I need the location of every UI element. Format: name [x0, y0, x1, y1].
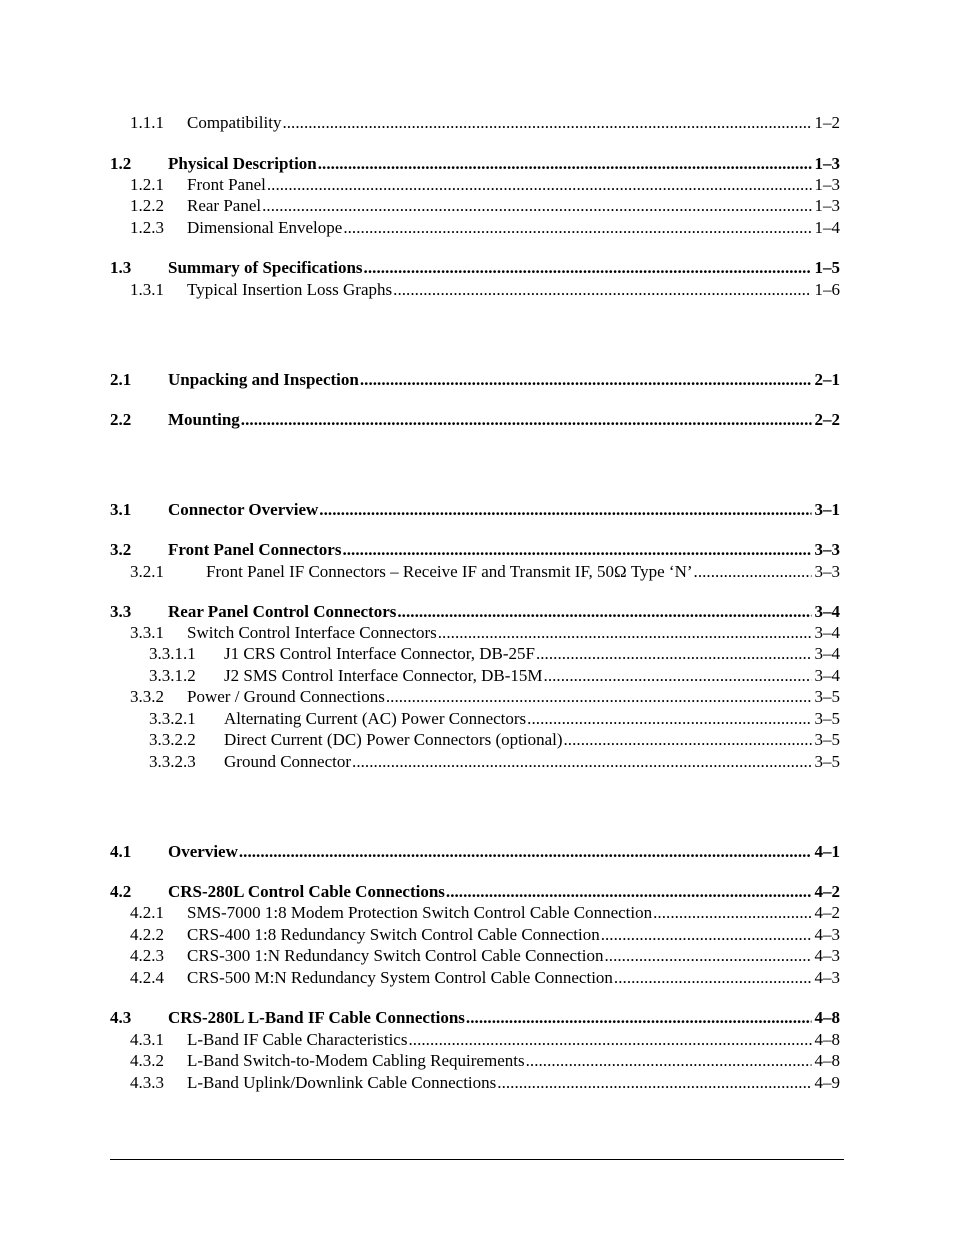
toc-entry-leader-line — [168, 369, 840, 391]
toc-entry[interactable] — [0, 924, 954, 946]
dot-leader — [241, 409, 840, 431]
toc-entry[interactable] — [0, 601, 954, 623]
toc-entry-page-number: 1–6 — [812, 279, 841, 301]
toc-entry-page-number: 4–1 — [812, 841, 841, 863]
toc-entry-number: 1.2.2 — [130, 196, 164, 215]
dot-leader — [564, 729, 841, 751]
toc-entry-number: 4.2.4 — [130, 968, 164, 987]
toc-entry-number: 3.3.1.2 — [149, 666, 196, 685]
toc-entry[interactable] — [0, 369, 954, 391]
toc-entry-number: 4.2.1 — [130, 903, 164, 922]
toc-entry-title: Power / Ground Connections — [187, 687, 385, 706]
toc-entry-title: Switch Control Interface Connectors — [187, 623, 437, 642]
toc-entry-number: 1.2 — [110, 154, 132, 173]
toc-entry-leader-line — [187, 1072, 840, 1094]
toc-entry-page-number: 4–3 — [812, 967, 841, 989]
toc-entry-leader-line — [187, 622, 840, 644]
toc-entry-title: Alternating Current (AC) Power Connectors — [224, 709, 527, 728]
toc-entry[interactable] — [0, 112, 954, 134]
toc-entry-leader-line — [224, 751, 840, 773]
toc-entry[interactable] — [0, 729, 954, 751]
toc-entry-title: Unpacking and Inspection — [168, 370, 359, 389]
dot-leader — [438, 622, 840, 644]
toc-entry[interactable] — [0, 539, 954, 561]
toc-entry-page-number: 3–3 — [812, 539, 841, 561]
toc-entry-title: Front Panel — [187, 175, 266, 194]
toc-entry[interactable] — [0, 622, 954, 644]
dot-leader — [267, 174, 840, 196]
toc-entry-title: CRS-400 1:8 Redundancy Switch Control Cable Connection — [187, 925, 600, 944]
toc-entry[interactable] — [0, 841, 954, 863]
toc-entry-title: Front Panel IF Connectors – Receive IF and Transmit IF, 50Ω Type ‘N’ — [206, 562, 693, 581]
toc-entry[interactable] — [0, 153, 954, 175]
toc-entry-page-number: 1–5 — [812, 257, 841, 279]
toc-entry[interactable] — [0, 409, 954, 431]
dot-leader — [360, 369, 840, 391]
toc-entry-leader-line — [187, 1050, 840, 1072]
toc-entry-number: 4.2 — [110, 882, 132, 901]
toc-entry-page-number: 2–2 — [812, 409, 841, 431]
toc-entry-title: Compatibility — [187, 113, 282, 132]
toc-entry-leader-line — [168, 499, 840, 521]
toc-entry[interactable] — [0, 967, 954, 989]
toc-entry-title: Front Panel Connectors — [168, 540, 342, 559]
toc-entry-leader-line — [168, 257, 840, 279]
toc-entry-leader-line — [224, 665, 840, 687]
toc-entry-title: Direct Current (DC) Power Connectors (optional) — [224, 730, 563, 749]
toc-entry-title: Ground Connector — [224, 752, 352, 771]
toc-entry-title: Rear Panel — [187, 196, 262, 215]
toc-entry-page-number: 3–1 — [812, 499, 841, 521]
toc-entry-leader-line — [168, 881, 840, 903]
toc-entry[interactable] — [0, 708, 954, 730]
dot-leader — [408, 1029, 840, 1051]
dot-leader — [601, 924, 840, 946]
toc-entry-page-number: 4–3 — [812, 945, 841, 967]
toc-entry-leader-line — [187, 174, 840, 196]
dot-leader — [526, 1050, 840, 1072]
toc-entry-page-number: 1–4 — [812, 217, 841, 239]
toc-entry-leader-line — [168, 539, 840, 561]
dot-leader — [319, 499, 840, 521]
toc-entry-page-number: 2–1 — [812, 369, 841, 391]
dot-leader — [466, 1007, 840, 1029]
toc-entry-leader-line — [224, 729, 840, 751]
toc-entry[interactable] — [0, 195, 954, 217]
toc-entry-number: 1.3 — [110, 258, 132, 277]
toc-entry[interactable] — [0, 902, 954, 924]
toc-entry-title: L-Band IF Cable Characteristics — [187, 1030, 408, 1049]
toc-entry-page-number: 4–2 — [812, 902, 841, 924]
toc-entry-leader-line — [168, 841, 840, 863]
toc-entry-title: Connector Overview — [168, 500, 319, 519]
toc-entry-number: 3.3.1.1 — [149, 644, 196, 663]
toc-entry[interactable] — [0, 751, 954, 773]
toc-entry-leader-line — [187, 1029, 840, 1051]
toc-entry-page-number: 4–8 — [812, 1007, 841, 1029]
toc-entry-leader-line — [187, 112, 840, 134]
toc-entry-number: 3.3.1 — [130, 623, 164, 642]
toc-entry[interactable] — [0, 665, 954, 687]
dot-leader — [397, 601, 840, 623]
toc-entry-leader-line — [168, 601, 840, 623]
dot-leader — [318, 153, 840, 175]
toc-entry-leader-line — [168, 409, 840, 431]
toc-entry-page-number: 1–3 — [812, 195, 841, 217]
toc-entry-number: 4.2.2 — [130, 925, 164, 944]
toc-entry-page-number: 1–3 — [812, 153, 841, 175]
toc-entry-page-number: 3–5 — [812, 708, 841, 730]
toc-entry-title: Overview — [168, 842, 238, 861]
toc-entry-number: 4.1 — [110, 842, 132, 861]
toc-entry-number: 2.1 — [110, 370, 132, 389]
toc-entry-page-number: 3–4 — [812, 622, 841, 644]
toc-entry[interactable] — [0, 1050, 954, 1072]
dot-leader — [497, 1072, 840, 1094]
dot-leader — [352, 751, 840, 773]
toc-entry-title: J1 CRS Control Interface Connector, DB-25F — [224, 644, 535, 663]
toc-entry-title: Summary of Specifications — [168, 258, 363, 277]
dot-leader — [393, 279, 840, 301]
toc-entry-number: 4.3 — [110, 1008, 132, 1027]
toc-entry-title: SMS-7000 1:8 Modem Protection Switch Control Cable Connection — [187, 903, 653, 922]
toc-entry[interactable] — [0, 561, 954, 583]
toc-entry[interactable] — [0, 643, 954, 665]
toc-entry-number: 4.3.2 — [130, 1051, 164, 1070]
toc-entry[interactable] — [0, 1029, 954, 1051]
toc-entry-number: 3.3.2.3 — [149, 752, 196, 771]
toc-entry-leader-line — [168, 1007, 840, 1029]
toc-entry-leader-line — [187, 195, 840, 217]
toc-entry-title: CRS-500 M:N Redundancy System Control Cable Connection — [187, 968, 613, 987]
toc-entry[interactable] — [0, 257, 954, 279]
toc-entry-leader-line — [187, 902, 840, 924]
toc-entry-leader-line — [224, 708, 840, 730]
toc-entry-page-number: 4–8 — [812, 1050, 841, 1072]
toc-entry-number: 1.1.1 — [130, 113, 164, 132]
toc-entry-leader-line — [168, 153, 840, 175]
toc-entry-title: Physical Description — [168, 154, 317, 173]
toc-entry-number: 3.3 — [110, 602, 132, 621]
toc-entry[interactable] — [0, 1007, 954, 1029]
toc-entry-number: 3.3.2.1 — [149, 709, 196, 728]
dot-leader — [614, 967, 840, 989]
toc-entry-page-number: 3–4 — [812, 643, 841, 665]
dot-leader — [527, 708, 840, 730]
toc-entry-title: Typical Insertion Loss Graphs — [187, 280, 393, 299]
toc-entry-leader-line — [206, 561, 840, 583]
toc-entry-number: 1.2.1 — [130, 175, 164, 194]
toc-entry-page-number: 4–8 — [812, 1029, 841, 1051]
toc-entry-page-number: 3–3 — [812, 561, 841, 583]
toc-entry-leader-line — [187, 279, 840, 301]
toc-entry[interactable] — [0, 881, 954, 903]
toc-entry-title: L-Band Switch-to-Modem Cabling Requirements — [187, 1051, 525, 1070]
toc-entry-title: Mounting — [168, 410, 240, 429]
toc-entry[interactable] — [0, 1072, 954, 1094]
toc-entry-page-number: 3–5 — [812, 729, 841, 751]
toc-entry-leader-line — [187, 967, 840, 989]
toc-entry-number: 2.2 — [110, 410, 132, 429]
dot-leader — [446, 881, 840, 903]
toc-entry[interactable] — [0, 279, 954, 301]
toc-entry-leader-line — [187, 686, 840, 708]
toc-entry-page-number: 3–4 — [812, 665, 841, 687]
toc-entry-page-number: 3–5 — [812, 686, 841, 708]
toc-entry-leader-line — [187, 217, 840, 239]
toc-entry-title: CRS-280L L-Band IF Cable Connections — [168, 1008, 465, 1027]
dot-leader — [262, 195, 840, 217]
dot-leader — [342, 539, 840, 561]
toc-entry-page-number: 1–3 — [812, 174, 841, 196]
dot-leader — [536, 643, 840, 665]
toc-entry-number: 4.2.3 — [130, 946, 164, 965]
toc-entry[interactable] — [0, 686, 954, 708]
toc-entry-page-number: 3–4 — [812, 601, 841, 623]
toc-entry-leader-line — [224, 643, 840, 665]
toc-entry[interactable] — [0, 499, 954, 521]
toc-entry-page-number: 3–5 — [812, 751, 841, 773]
toc-entry-page-number: 1–2 — [812, 112, 841, 134]
dot-leader — [364, 257, 840, 279]
dot-leader — [239, 841, 840, 863]
dot-leader — [544, 665, 840, 687]
toc-entry-number: 1.2.3 — [130, 218, 164, 237]
footer-rule — [110, 1159, 844, 1160]
toc-entry-title: CRS-280L Control Cable Connections — [168, 882, 445, 901]
toc-entry-number: 1.3.1 — [130, 280, 164, 299]
dot-leader — [282, 112, 840, 134]
toc-entry[interactable] — [0, 945, 954, 967]
toc-entry-title: CRS-300 1:N Redundancy Switch Control Cable Connection — [187, 946, 604, 965]
toc-entry-number: 4.3.3 — [130, 1073, 164, 1092]
toc-entry-title: J2 SMS Control Interface Connector, DB-15M — [224, 666, 543, 685]
toc-entry-number: 3.3.2.2 — [149, 730, 196, 749]
toc-entry[interactable] — [0, 174, 954, 196]
dot-leader — [386, 686, 840, 708]
toc-entry-number: 3.2 — [110, 540, 132, 559]
toc-entry[interactable] — [0, 217, 954, 239]
toc-entry-title: Rear Panel Control Connectors — [168, 602, 397, 621]
toc-entry-number: 3.2.1 — [130, 562, 164, 581]
toc-entry-title: Dimensional Envelope — [187, 218, 343, 237]
toc-entry-title: L-Band Uplink/Downlink Cable Connections — [187, 1073, 497, 1092]
toc-entry-number: 4.3.1 — [130, 1030, 164, 1049]
toc-entry-page-number: 4–3 — [812, 924, 841, 946]
toc-entry-number: 3.3.2 — [130, 687, 164, 706]
toc-entry-leader-line — [187, 945, 840, 967]
toc-entry-leader-line — [187, 924, 840, 946]
toc-entry-page-number: 4–9 — [812, 1072, 841, 1094]
dot-leader — [604, 945, 840, 967]
toc-entry-number: 3.1 — [110, 500, 132, 519]
dot-leader — [343, 217, 840, 239]
toc-entry-page-number: 4–2 — [812, 881, 841, 903]
